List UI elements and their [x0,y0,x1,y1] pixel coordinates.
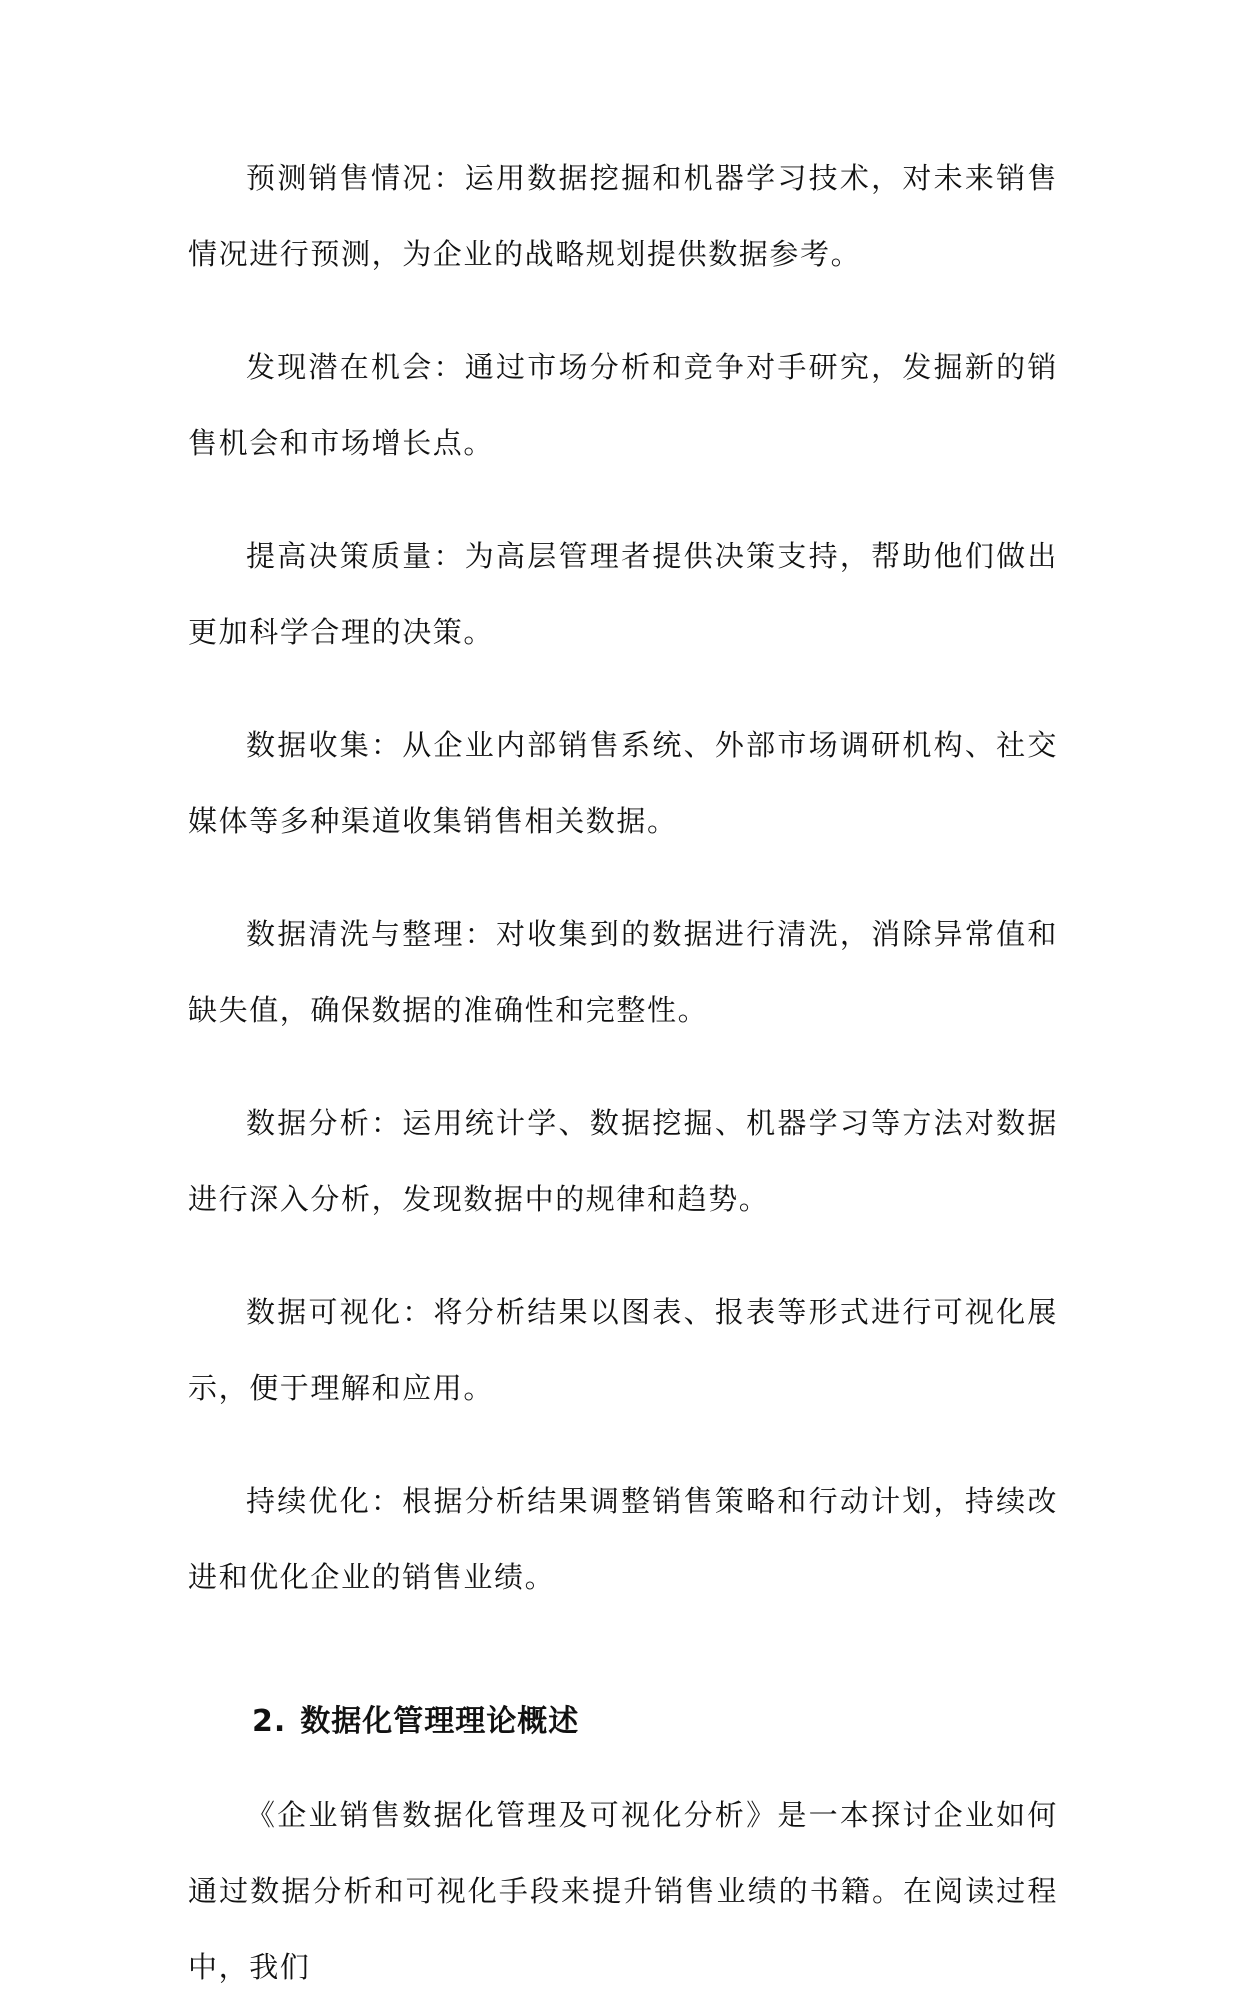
paragraph-data-cleaning: 数据清洗与整理：对收集到的数据进行清洗，消除异常值和缺失值，确保数据的准确性和完整性。 [188,917,1058,1027]
paragraph-data-collection: 数据收集：从企业内部销售系统、外部市场调研机构、社交媒体等多种渠道收集销售相关数据。 [188,728,1058,838]
paragraph-data-analysis: 数据分析：运用统计学、数据挖掘、机器学习等方法对数据进行深入分析，发现数据中的规律和趋势。 [188,1106,1058,1216]
paragraph-book-intro: 《企业销售数据化管理及可视化分析》是一本探讨企业如何通过数据分析和可视化手段来提升销售业绩的书籍。在阅读过程中，我们 [188,1798,1058,1984]
paragraph-improve-decisions: 提高决策质量：为高层管理者提供决策支持，帮助他们做出更加科学合理的决策。 [188,539,1058,649]
section-number: 2. [252,1704,287,1739]
document-body [188,140,1058,2005]
section-title: 数据化管理理论概述 [300,1704,580,1739]
section-heading [188,1652,1058,1760]
paragraph-data-visualization: 数据可视化：将分析结果以图表、报表等形式进行可视化展示，便于理解和应用。 [188,1295,1058,1405]
paragraph-continuous-optimization: 持续优化：根据分析结果调整销售策略和行动计划，持续改进和优化企业的销售业绩。 [188,1484,1058,1594]
paragraph-forecast-sales: 预测销售情况：运用数据挖掘和机器学习技术，对未来销售情况进行预测，为企业的战略规划提供数据参考。 [188,161,1058,271]
paragraph-discover-opportunities: 发现潜在机会：通过市场分析和竞争对手研究，发掘新的销售机会和市场增长点。 [188,350,1058,460]
